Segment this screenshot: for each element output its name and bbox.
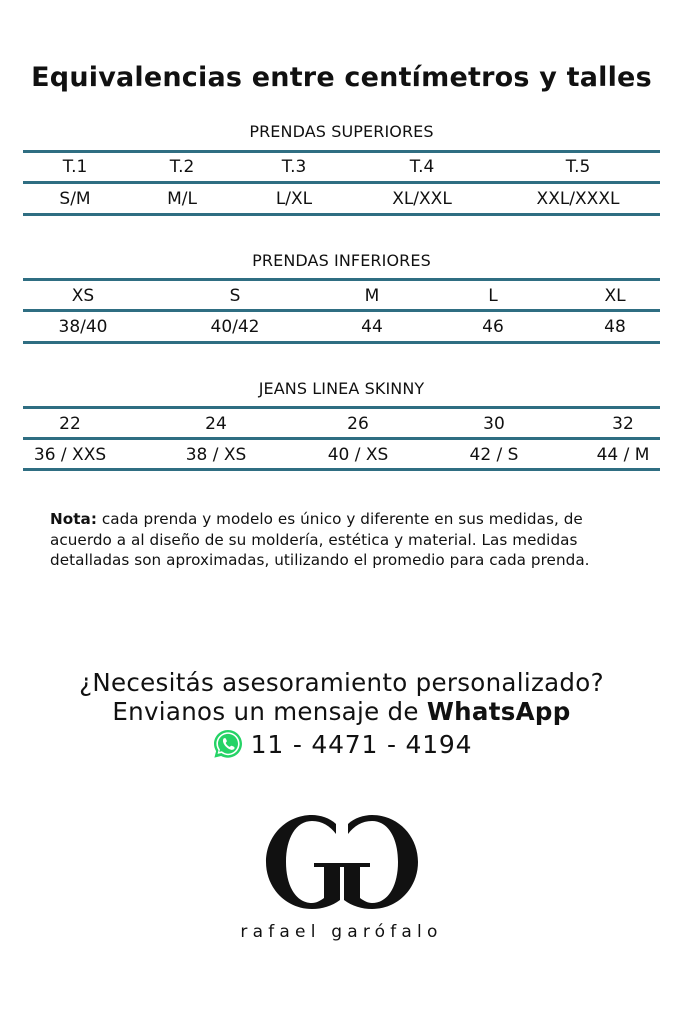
- divider: [23, 468, 660, 471]
- divider: [23, 213, 660, 216]
- size-cell: L/XL: [275, 189, 313, 209]
- size-cell: L: [488, 286, 498, 306]
- size-cell: T.4: [409, 157, 435, 177]
- size-cell: XS: [71, 286, 95, 306]
- size-cell: 46: [482, 317, 504, 337]
- phone-number[interactable]: 11 - 4471 - 4194: [250, 729, 473, 759]
- brand-logo: [262, 812, 422, 912]
- size-cell: 22: [59, 414, 81, 434]
- size-cell: T.3: [281, 157, 307, 177]
- divider: [23, 406, 660, 409]
- section-title-inferiores: PRENDAS INFERIORES: [252, 251, 431, 270]
- size-cell: 44 / M: [596, 445, 650, 465]
- logo-g-right: [334, 815, 418, 909]
- size-cell: 44: [361, 317, 383, 337]
- size-cell: 36 / XXS: [33, 445, 107, 465]
- size-cell: 40/42: [210, 317, 260, 337]
- size-cell: S: [229, 286, 241, 306]
- note-paragraph: [50, 509, 640, 571]
- size-cell: XXL/XXXL: [536, 189, 620, 209]
- divider: [23, 278, 660, 281]
- size-cell: 38/40: [58, 317, 108, 337]
- size-cell: T.5: [565, 157, 591, 177]
- section-title-jeans: JEANS LINEA SKINNY: [258, 379, 425, 398]
- size-cell: XL: [604, 286, 626, 306]
- size-cell: 40 / XS: [327, 445, 389, 465]
- size-cell: M/L: [167, 189, 197, 209]
- size-cell: XL/XXL: [392, 189, 452, 209]
- whatsapp-icon: [211, 727, 245, 761]
- size-cell: 30: [483, 414, 505, 434]
- size-cell: M: [364, 286, 380, 306]
- cta-message-prefix: Envianos un mensaje de: [112, 697, 427, 726]
- divider: [23, 309, 660, 312]
- size-cell: 32: [612, 414, 634, 434]
- divider: [23, 181, 660, 184]
- divider: [23, 150, 660, 153]
- size-cell: T.1: [62, 157, 88, 177]
- size-cell: 38 / XS: [185, 445, 247, 465]
- size-cell: 48: [604, 317, 626, 337]
- divider: [23, 437, 660, 440]
- cta-question: ¿Necesitás asesoramiento personalizado?: [79, 668, 604, 697]
- size-cell: 26: [347, 414, 369, 434]
- note-text: cada prenda y modelo es único y diferente en sus medidas, de acuerdo a al diseño de su moldería, estética y material. Las medidas detalladas son aproximadas, utilizando el promedio para cada prenda.: [50, 510, 590, 569]
- cta-whatsapp-label: WhatsApp: [426, 697, 571, 726]
- size-cell: S/M: [59, 189, 91, 209]
- phone-row: [0, 726, 683, 762]
- size-cell: T.2: [169, 157, 195, 177]
- page-title: Equivalencias entre centímetros y talles: [31, 62, 652, 93]
- size-cell: 24: [205, 414, 227, 434]
- cta-message: [0, 697, 683, 726]
- note-label: Nota:: [50, 510, 97, 528]
- brand-name: rafael garófalo: [240, 922, 443, 942]
- section-title-superiores: PRENDAS SUPERIORES: [249, 122, 434, 141]
- divider: [23, 341, 660, 344]
- size-cell: 42 / S: [469, 445, 519, 465]
- logo-g-left: [266, 815, 350, 909]
